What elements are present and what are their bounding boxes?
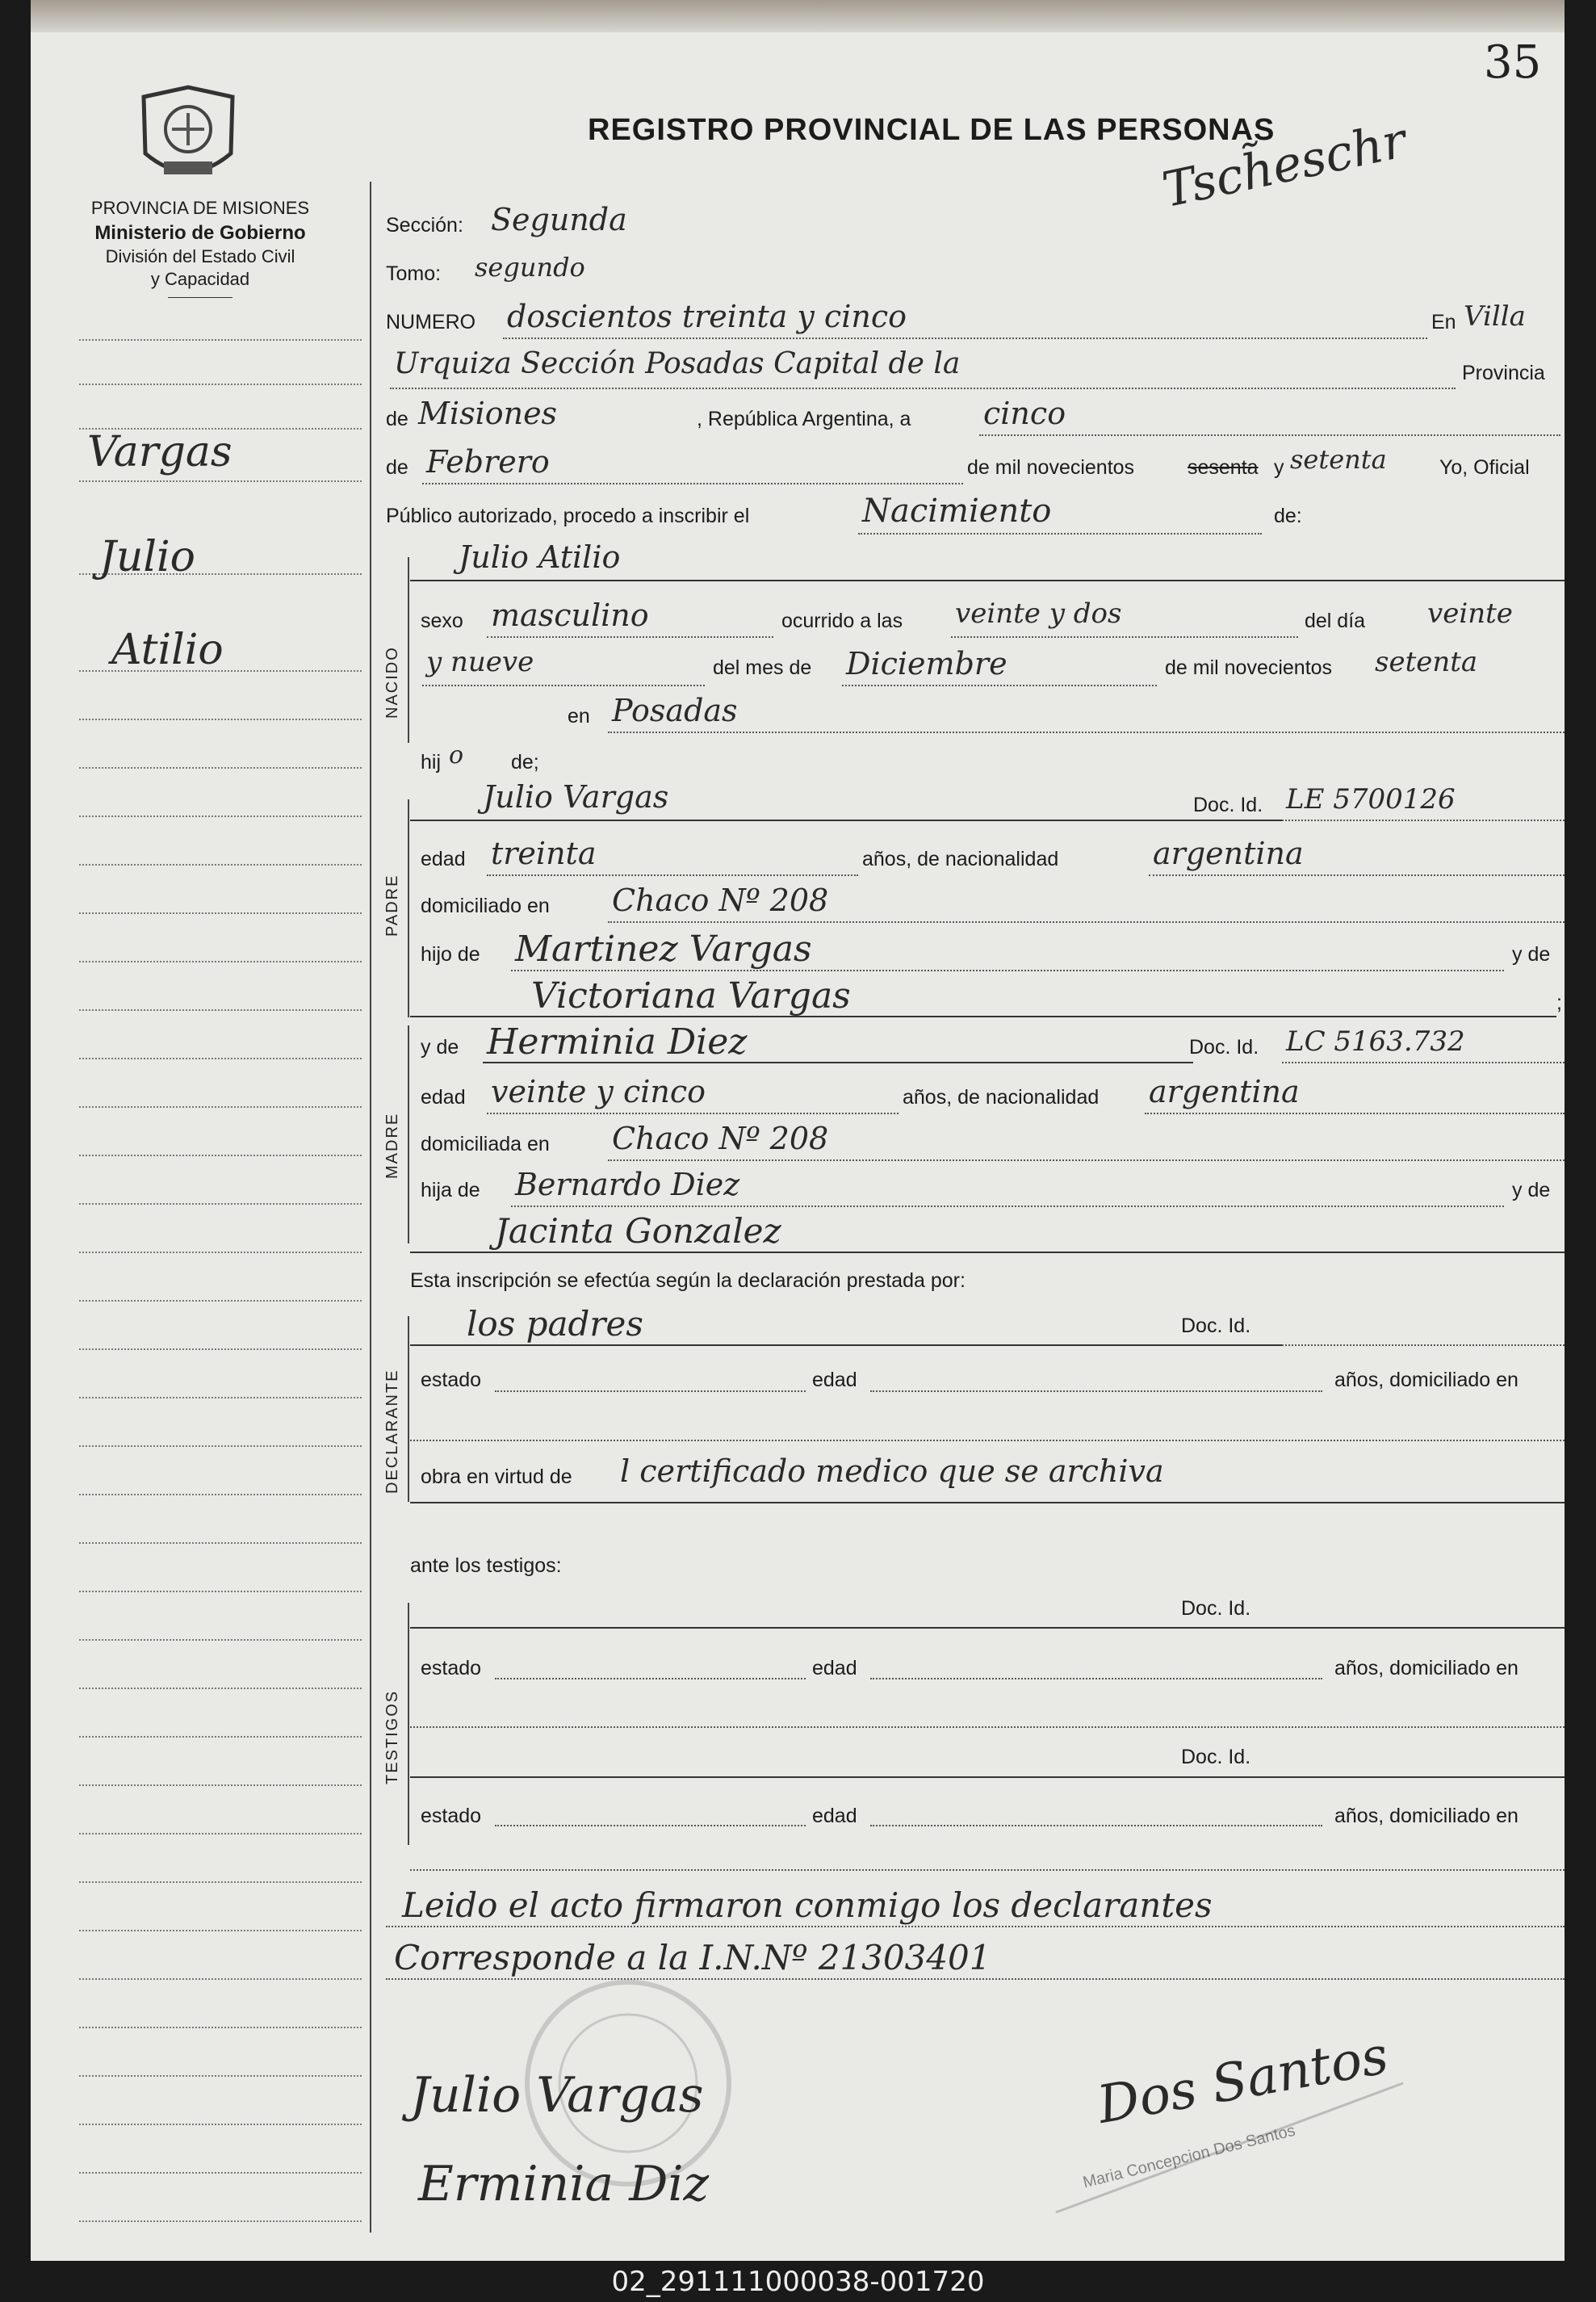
testigo-1-edad-label: edad — [812, 1657, 857, 1679]
madre-nombre-line — [483, 1062, 1193, 1063]
abuelo-m-line — [511, 1206, 1504, 1207]
madre-nac-label: años, de nacionalidad — [903, 1086, 1100, 1109]
abuela-m-line — [410, 1252, 1565, 1253]
abuela-value: Victoriana Vargas — [531, 975, 851, 1017]
testigo-1-estado-line — [495, 1678, 806, 1679]
document-title: REGISTRO PROVINCIAL DE LAS PERSONAS — [588, 113, 1276, 147]
hij-suffix: o — [449, 741, 464, 769]
abuelo-value: Martinez Vargas — [515, 929, 812, 970]
margin-line — [79, 1930, 362, 1931]
declarante-estado-label: estado — [421, 1369, 482, 1391]
margin-line — [79, 1688, 362, 1689]
declarante-dom-line — [410, 1440, 1565, 1441]
nota-1-line — [386, 1926, 1565, 1927]
abuela-m-value: Jacinta Gonzalez — [495, 1211, 781, 1251]
abuelo-m-value: Bernardo Diez — [515, 1167, 740, 1202]
top-signature: Tsch̃eschr — [1158, 111, 1411, 220]
dia-2-value: y nueve — [426, 646, 534, 678]
numero-line — [503, 338, 1427, 339]
margin-name-2: Atilio — [111, 626, 224, 674]
madre-nac-value: argentina — [1149, 1074, 1300, 1109]
padre-dom-value: Chaco Nº 208 — [612, 883, 829, 918]
emblem-division-1: División del Estado Civil — [105, 246, 295, 266]
dia-a-line — [979, 434, 1560, 436]
signature-padre: Julio Vargas — [410, 2067, 704, 2124]
margin-line — [79, 912, 362, 914]
numero-value: doscientos treinta y cinco — [507, 299, 907, 334]
padre-doc-value: LE 5700126 — [1286, 783, 1456, 816]
nacido-bracket — [408, 557, 409, 743]
margin-line — [79, 1881, 362, 1883]
seccion-value: Segunda — [491, 202, 627, 237]
margin-line — [79, 1058, 362, 1059]
abuelo-line — [511, 970, 1504, 971]
sesenta-label: sesenta — [1188, 456, 1259, 479]
lugar-nac-line — [608, 732, 1565, 733]
testigo-2-anos-label: años, domiciliado en — [1334, 1805, 1519, 1827]
testigo-1-estado-label: estado — [421, 1657, 482, 1679]
margin-line — [79, 339, 362, 341]
ante-testigos-label: ante los testigos: — [410, 1554, 562, 1577]
margin-line — [79, 961, 362, 962]
signature-oficial: Dos Santos — [1093, 2026, 1393, 2136]
testigo-2-estado-label: estado — [421, 1805, 482, 1827]
padre-y-de-label: y de — [1512, 943, 1551, 966]
madre-y-de-label: y de — [421, 1036, 459, 1059]
nacido-section-label: NACIDO — [383, 646, 401, 719]
madre-dom-value: Chaco Nº 208 — [612, 1121, 829, 1156]
margin-line — [79, 1155, 362, 1156]
hij-label: hij — [421, 751, 442, 774]
main-border — [370, 182, 371, 2233]
republica-label: , República Argentina, a — [697, 408, 911, 430]
margin-line — [79, 1397, 362, 1398]
declarante-anos-label: años, domiciliado en — [1334, 1369, 1519, 1391]
provincia-value: Misiones — [418, 396, 558, 431]
stamp-text: Maria Concepcion Dos Santos — [1081, 2121, 1297, 2192]
de-label: de — [386, 408, 408, 430]
margin-line — [79, 1300, 362, 1302]
madre-y-de-label-2: y de — [1512, 1179, 1551, 1201]
padre-nac-value: argentina — [1153, 836, 1304, 871]
margin-line — [79, 1445, 362, 1447]
dia-2-line — [422, 685, 705, 686]
page-number: 35 — [1484, 36, 1542, 89]
nota-1: Leido el acto firmaron conmigo los declarantes — [402, 1885, 1213, 1925]
padre-hijo-de-label: hijo de — [421, 943, 480, 966]
sexo-label: sexo — [421, 610, 463, 632]
margin-line — [79, 2220, 362, 2222]
publico-label: Público autorizado, procedo a inscribir el — [386, 505, 750, 527]
madre-dom-label: domiciliada en — [421, 1133, 550, 1155]
nombre-line — [410, 580, 1565, 581]
madre-nac-line — [1145, 1113, 1565, 1114]
margin-line — [79, 1542, 362, 1544]
margin-name-1: Julio — [99, 533, 195, 581]
tomo-label: Tomo: — [386, 262, 442, 285]
padre-section-label: PADRE — [383, 874, 401, 937]
testigo-1-dom-line — [410, 1726, 1565, 1728]
testigo-1-edad-line — [870, 1678, 1322, 1679]
testigo-2-edad-label: edad — [812, 1805, 857, 1827]
mes-nac-value: Diciembre — [846, 646, 1007, 681]
declarante-value: los padres — [467, 1304, 643, 1344]
madre-nombre-value: Herminia Diez — [487, 1021, 748, 1063]
en-lugar-label: en — [568, 705, 590, 727]
declarante-bracket — [408, 1316, 409, 1502]
padre-edad-value: treinta — [491, 836, 597, 871]
abuela-line — [410, 1016, 1556, 1017]
testigo-2-dom-line — [410, 1869, 1565, 1871]
mes-nac-line — [842, 685, 1157, 686]
lugar-line — [390, 388, 1456, 389]
padre-doc-label: Doc. Id. — [1193, 794, 1263, 816]
mes-value: Febrero — [426, 444, 550, 480]
margin-line — [79, 480, 362, 482]
declarante-line — [410, 1344, 1282, 1346]
padre-nombre-line — [410, 820, 1282, 821]
acto-line — [858, 533, 1262, 535]
anio-value: setenta — [1290, 444, 1387, 475]
madre-doc-line — [1282, 1062, 1565, 1063]
testigo-1-doc-label: Doc. Id. — [1181, 1597, 1251, 1620]
emblem-province: PROVINCIA DE MISIONES — [90, 198, 310, 218]
padre-edad-label: edad — [421, 848, 466, 870]
madre-bracket — [408, 1025, 409, 1243]
testigo-2-edad-line — [870, 1825, 1322, 1826]
obra-value: l certificado medico que se archiva — [620, 1453, 1164, 1489]
declarante-doc-line — [1282, 1344, 1565, 1346]
testigos-bracket — [408, 1603, 409, 1845]
declarante-estado-line — [495, 1390, 806, 1392]
padre-dom-line — [608, 921, 1565, 923]
margin-line — [79, 1106, 362, 1108]
madre-doc-value: LC 5163.732 — [1286, 1025, 1465, 1058]
margin-line — [79, 1591, 362, 1592]
obra-label: obra en virtud de — [421, 1465, 572, 1488]
emblem-divider — [168, 297, 232, 298]
misiones-coat-of-arms-icon — [128, 81, 249, 194]
y-label: y — [1274, 456, 1284, 479]
footer-image-id: 02_291111000038-001720 — [611, 2266, 985, 2298]
padre-edad-line — [487, 874, 858, 876]
dia-a-value: cinco — [983, 396, 1066, 431]
padre-nombre-value: Julio Vargas — [483, 779, 669, 815]
anio-nac-value: setenta — [1375, 646, 1478, 678]
padre-nac-label: años, de nacionalidad — [862, 848, 1059, 870]
obra-line — [410, 1502, 1565, 1503]
hij-de-label: de; — [511, 751, 539, 774]
margin-line — [79, 384, 362, 385]
declarante-edad-line — [870, 1390, 1322, 1392]
declarante-edad-label: edad — [812, 1369, 857, 1391]
margin-line — [79, 864, 362, 866]
margin-line — [79, 1203, 362, 1205]
yo-oficial-label: Yo, Oficial — [1439, 456, 1530, 479]
nombre-value: Julio Atilio — [459, 539, 621, 575]
madre-doc-label: Doc. Id. — [1189, 1036, 1259, 1059]
madre-edad-value: veinte y cinco — [491, 1074, 706, 1109]
emblem-ministry: Ministerio de Gobierno — [94, 222, 306, 244]
madre-edad-label: edad — [421, 1086, 466, 1109]
numero-label: NUMERO — [386, 311, 476, 333]
emblem-division-2: y Capacidad — [150, 269, 250, 289]
mes-line — [422, 483, 963, 484]
margin-line — [79, 1784, 362, 1786]
margin-line — [79, 767, 362, 769]
margin-line — [79, 719, 362, 720]
margin-line — [79, 2075, 362, 2077]
birth-certificate-page — [31, 0, 1565, 2261]
sexo-value: masculino — [491, 598, 649, 633]
hora-value: veinte y dos — [955, 598, 1122, 630]
testigo-1-line — [410, 1627, 1565, 1629]
margin-line — [79, 816, 362, 817]
margin-surname: Vargas — [87, 428, 232, 476]
declarante-doc-label: Doc. Id. — [1181, 1315, 1251, 1337]
de-mil-label: de mil novecientos — [967, 456, 1135, 479]
de-mil-nov-label: de mil novecientos — [1165, 656, 1333, 679]
margin-line — [79, 1833, 362, 1834]
margin-line — [79, 1736, 362, 1738]
padre-dom-label: domiciliado en — [421, 895, 550, 917]
sexo-line — [487, 636, 773, 638]
margin-line — [79, 2124, 362, 2125]
acto-value: Nacimiento — [862, 493, 1052, 530]
testigo-2-doc-label: Doc. Id. — [1181, 1746, 1251, 1768]
esta-inscripcion-label: Esta inscripción se efectúa según la declaración prestada por: — [410, 1269, 966, 1292]
en-value: Villa — [1464, 300, 1526, 333]
tomo-value: segundo — [475, 252, 585, 283]
margin-line — [79, 1348, 362, 1350]
en-label: En — [1431, 311, 1456, 333]
madre-hija-de-label: hija de — [421, 1179, 480, 1201]
margin-line — [79, 1009, 362, 1011]
testigos-section-label: TESTIGOS — [383, 1689, 401, 1784]
declarante-section-label: DECLARANTE — [383, 1369, 401, 1494]
margin-line — [79, 1639, 362, 1641]
padre-nac-line — [1149, 874, 1565, 876]
dia-value: veinte — [1427, 598, 1513, 630]
margin-line — [79, 1978, 362, 1980]
ocurrido-label: ocurrido a las — [781, 610, 903, 632]
del-mes-label: del mes de — [713, 656, 812, 679]
lugar-nac-value: Posadas — [612, 693, 738, 728]
margin-line — [79, 1252, 362, 1253]
padre-semicolon: ; — [1556, 992, 1562, 1014]
margin-line — [79, 2027, 362, 2028]
seccion-label: Sección: — [386, 214, 463, 237]
signature-madre: Erminia Diz — [418, 2156, 710, 2212]
madre-section-label: MADRE — [383, 1112, 401, 1179]
padre-doc-line — [1282, 820, 1565, 821]
hora-line — [951, 636, 1298, 638]
nota-2: Corresponde a la I.N.Nº 21303401 — [394, 1938, 991, 1977]
madre-dom-line — [608, 1159, 1565, 1161]
lugar-value: Urquiza Sección Posadas Capital de la — [394, 347, 961, 380]
margin-line — [79, 2172, 362, 2174]
padre-bracket — [408, 799, 409, 1017]
testigo-2-estado-line — [495, 1825, 806, 1826]
provincia-label: Provincia — [1462, 362, 1545, 384]
del-dia-label: del día — [1305, 610, 1366, 632]
madre-edad-line — [487, 1113, 899, 1114]
de-colon-label: de: — [1274, 505, 1302, 527]
testigo-1-anos-label: años, domiciliado en — [1334, 1657, 1519, 1679]
margin-line — [79, 1494, 362, 1495]
de-label-2: de — [386, 456, 408, 479]
testigo-2-line — [410, 1776, 1565, 1778]
